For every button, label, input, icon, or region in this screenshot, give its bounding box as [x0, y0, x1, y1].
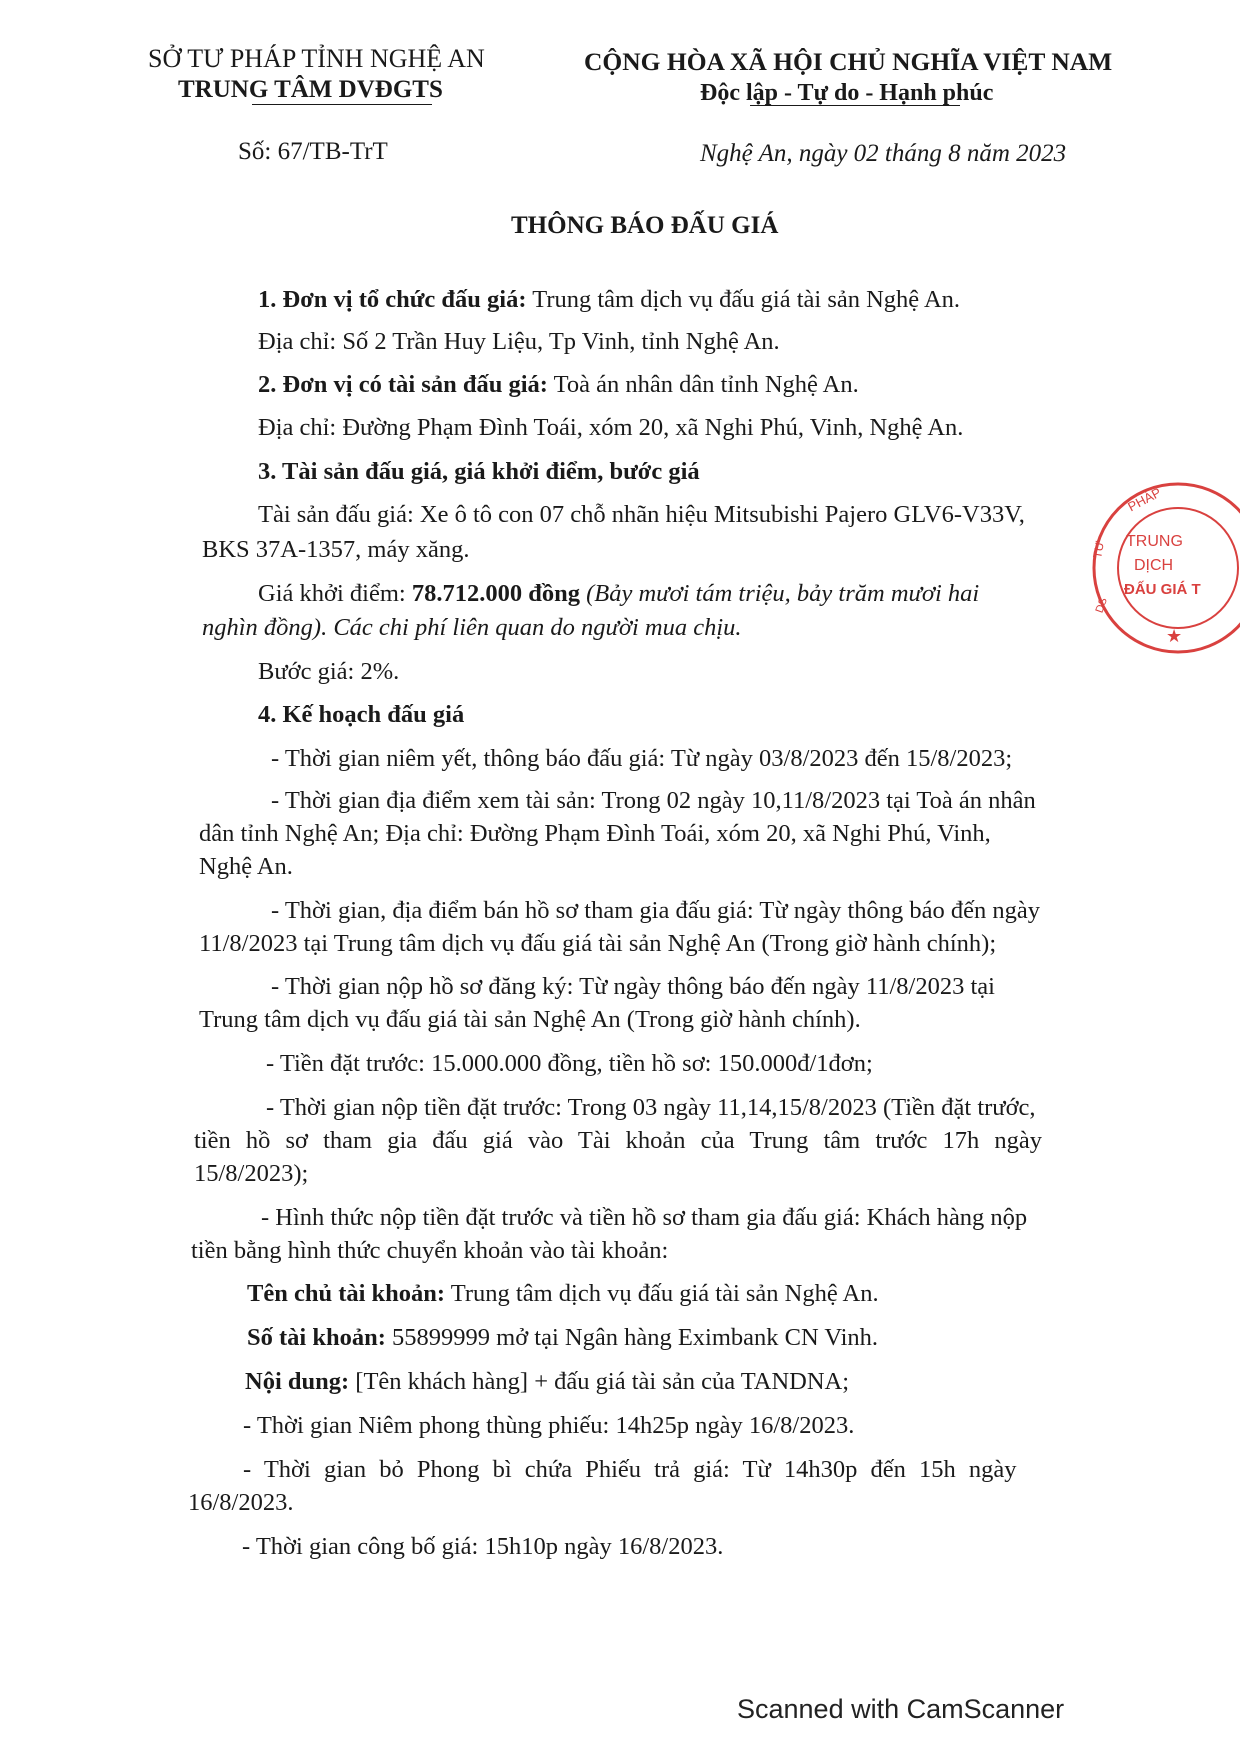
- plan-item-2-line-3: Nghệ An.: [199, 853, 293, 880]
- starting-price: [258, 580, 979, 608]
- asset-line-1: Tài sản đấu giá: Xe ô tô con 07 chỗ nhãn hiệu Mitsubishi Pajero GLV6-V33V,: [258, 501, 1025, 528]
- plan-item-7-line-1: - Hình thức nộp tiền đặt trước và tiền hồ sơ tham gia đấu giá: Khách hàng nộp: [261, 1204, 1028, 1231]
- transfer-content-label: Nội dung:: [245, 1368, 350, 1395]
- scanner-watermark: Scanned with CamScanner: [737, 1694, 1065, 1724]
- seal-text-top: PHÁP: [1125, 484, 1164, 515]
- plan-item-9-line-1: - Thời gian bỏ Phong bì chứa Phiếu trả giá: Từ 14h30p đến 15h ngày: [243, 1456, 1017, 1483]
- plan-item-2-line-2: dân tỉnh Nghệ An; Địa chỉ: Đường Phạm Đình Toái, xóm 20, xã Nghi Phú, Vinh,: [199, 820, 991, 847]
- account-name-value: Trung tâm dịch vụ đấu giá tài sản Nghệ An.: [445, 1280, 879, 1307]
- starting-price-words: (Bảy mươi tám triệu, bảy trăm mươi hai: [579, 580, 980, 607]
- plan-item-1: - Thời gian niêm yết, thông báo đấu giá: Từ ngày 03/8/2023 đến 15/8/2023;: [271, 745, 1013, 772]
- seal-text-left: TƯ: [1090, 539, 1107, 560]
- starting-price-value: 78.712.000 đồng: [411, 580, 580, 607]
- account-name-label: Tên chủ tài khoản:: [247, 1280, 446, 1307]
- account-number-value: 55899999 mở tại Ngân hàng Eximbank CN Vinh.: [385, 1324, 879, 1351]
- transfer-content-value: [Tên khách hàng] + đấu giá tài sản của TANDNA;: [349, 1368, 850, 1395]
- agency-name: SỞ TƯ PHÁP TỈNH NGHỆ AN: [148, 44, 485, 73]
- section-1-label: 1. Đơn vị tổ chức đấu giá:: [258, 286, 527, 313]
- section-1-address: Địa chỉ: Số 2 Trần Huy Liệu, Tp Vinh, tỉnh Nghệ An.: [258, 328, 780, 355]
- section-1: [258, 286, 960, 314]
- price-step: Bước giá: 2%.: [258, 658, 400, 685]
- section-2-label: 2. Đơn vị có tài sản đấu giá:: [258, 371, 548, 398]
- plan-item-5: - Tiền đặt trước: 15.000.000 đồng, tiền hồ sơ: 150.000đ/1đơn;: [266, 1050, 873, 1077]
- asset-line-2: BKS 37A-1357, máy xăng.: [202, 536, 470, 563]
- center-name: TRUNG TÂM DVĐGTS: [178, 76, 443, 103]
- place-date: Nghệ An, ngày 02 tháng 8 năm 2023: [700, 140, 1067, 167]
- document-title: THÔNG BÁO ĐẤU GIÁ: [511, 212, 779, 239]
- section-2-value: Toà án nhân dân tỉnh Nghệ An.: [547, 371, 859, 398]
- plan-item-3-line-2: 11/8/2023 tại Trung tâm dịch vụ đấu giá tài sản Nghệ An (Trong giờ hành chính);: [199, 930, 997, 957]
- motto-underline: [750, 105, 960, 106]
- account-number: [247, 1324, 878, 1352]
- national-motto: Độc lập - Tự do - Hạnh phúc: [700, 80, 994, 106]
- plan-item-7-line-2: tiền bằng hình thức chuyển khoản vào tài khoản:: [191, 1237, 669, 1264]
- starting-price-words-2: nghìn đồng). Các chi phí liên quan do người mua chịu.: [202, 614, 742, 641]
- section-2: [258, 371, 859, 399]
- seal-star-icon: ★: [1166, 626, 1183, 647]
- center-name-underline: [252, 104, 432, 105]
- national-title: CỘNG HÒA XÃ HỘI CHỦ NGHĨA VIỆT NAM: [584, 47, 1113, 76]
- account-number-label: Số tài khoản:: [247, 1324, 386, 1351]
- account-name: [247, 1280, 879, 1308]
- seal-text-center-1: TRUNG: [1126, 533, 1183, 550]
- plan-item-6-line-2: tiền hồ sơ tham gia đấu giá vào Tài khoản của Trung tâm trước 17h ngày: [194, 1127, 1043, 1154]
- plan-item-4-line-1: - Thời gian nộp hồ sơ đăng ký: Từ ngày thông báo đến ngày 11/8/2023 tại: [271, 973, 995, 1000]
- section-4-heading: 4. Kế hoạch đấu giá: [258, 701, 465, 728]
- plan-item-10: - Thời gian công bố giá: 15h10p ngày 16/8/2023.: [242, 1533, 724, 1560]
- plan-item-6-line-1: - Thời gian nộp tiền đặt trước: Trong 03 ngày 11,14,15/8/2023 (Tiền đặt trước,: [266, 1094, 1036, 1121]
- plan-item-4-line-2: Trung tâm dịch vụ đấu giá tài sản Nghệ An (Trong giờ hành chính).: [199, 1006, 861, 1033]
- transfer-content: [245, 1368, 849, 1396]
- official-seal: [1088, 478, 1240, 658]
- starting-price-label: Giá khởi điểm:: [258, 580, 412, 607]
- seal-text-side: DS: [1093, 596, 1110, 615]
- section-2-address: Địa chỉ: Đường Phạm Đình Toái, xóm 20, xã Nghi Phú, Vinh, Nghệ An.: [258, 414, 964, 441]
- document-number: Số: 67/TB-TrT: [238, 138, 388, 165]
- plan-item-8: - Thời gian Niêm phong thùng phiếu: 14h25p ngày 16/8/2023.: [243, 1412, 855, 1439]
- plan-item-3-line-1: - Thời gian, địa điểm bán hồ sơ tham gia đấu giá: Từ ngày thông báo đến ngày: [271, 897, 1041, 924]
- plan-item-6-line-3: 15/8/2023);: [194, 1160, 309, 1187]
- section-3-heading: 3. Tài sản đấu giá, giá khởi điểm, bước giá: [258, 458, 700, 485]
- seal-text-center-2: DỊCH: [1134, 557, 1174, 574]
- section-1-value: Trung tâm dịch vụ đấu giá tài sản Nghệ An.: [526, 286, 961, 313]
- plan-item-2-line-1: - Thời gian địa điểm xem tài sản: Trong 02 ngày 10,11/8/2023 tại Toà án nhân: [271, 787, 1036, 814]
- seal-text-center-3: ĐẤU GIÁ T: [1124, 581, 1201, 598]
- plan-item-9-line-2: 16/8/2023.: [188, 1489, 294, 1516]
